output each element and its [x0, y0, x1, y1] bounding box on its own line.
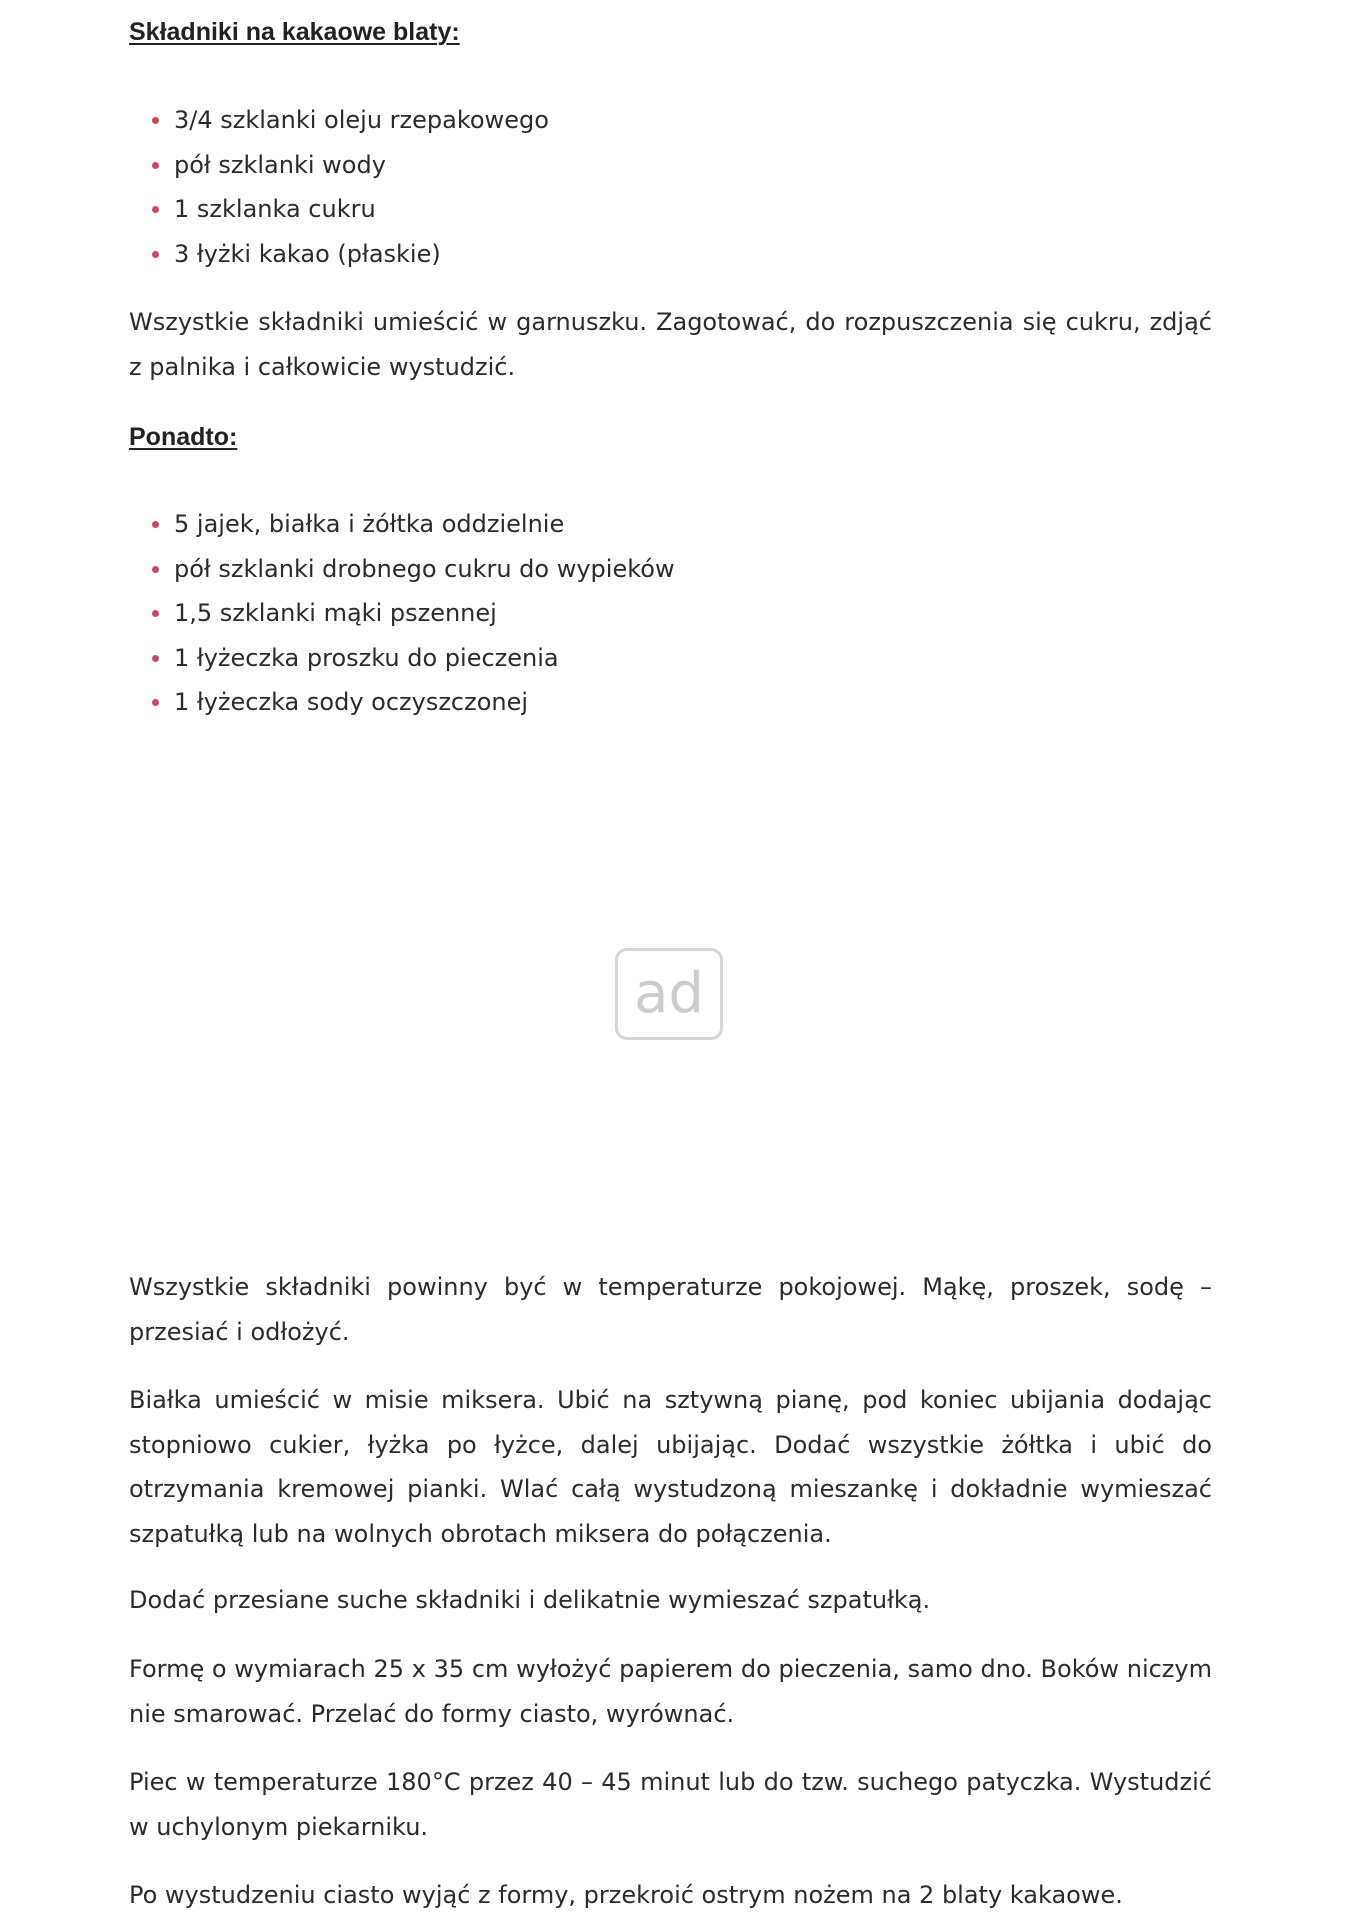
list-item [129, 547, 675, 592]
list-item [129, 98, 549, 143]
cocoa-instructions: Wszystkie składniki umieścić w garnuszku. Zagotować, do rozpuszczenia się cukru, zdjąć z palnika i całkowicie wystudzić. [129, 308, 1212, 381]
list-item [129, 232, 549, 277]
ingredient-text: pół szklanki wody [174, 150, 386, 179]
ingredient-text: 1 szklanka cukru [174, 195, 376, 223]
extra-ingredients-list [129, 502, 675, 725]
list-item [129, 591, 675, 636]
step-paragraph: Formę o wymiarach 25 x 35 cm wyłożyć papierem do pieczenia, samo dno. Boków niczym nie smarować. Przelać do formy ciasto, wyrównać. [129, 1655, 1212, 1728]
extra-ingredients-heading: Ponadto: [129, 423, 238, 451]
bullet-icon [152, 206, 159, 213]
bullet-icon [152, 162, 159, 169]
ad-label: ad [634, 961, 704, 1026]
ingredient-text: 3/4 szklanki oleju rzepakowego [174, 106, 549, 134]
ingredient-text: 1 łyżeczka proszku do pieczenia [174, 643, 559, 672]
bullet-icon [152, 251, 159, 258]
step-paragraph: Dodać przesiane suche składniki i delikatnie wymieszać szpatułką. [129, 1586, 931, 1614]
step-paragraph: Piec w temperaturze 180°C przez 40 – 45 minut lub do tzw. suchego patyczka. Wystudzić w uchylonym piekarniku. [129, 1768, 1212, 1841]
list-item [129, 187, 549, 232]
cocoa-ingredients-list [129, 98, 549, 276]
bullet-icon [152, 699, 159, 706]
bullet-icon [152, 655, 159, 662]
list-item [129, 502, 675, 547]
cocoa-layers-heading: Składniki na kakaowe blaty: [129, 18, 460, 46]
ingredient-text: 1,5 szklanki mąki pszennej [174, 599, 497, 627]
step-paragraph: Wszystkie składniki powinny być w temperaturze pokojowej. Mąkę, proszek, sodę – przesiać i odłożyć. [129, 1273, 1212, 1346]
list-item [129, 680, 675, 725]
ingredient-text: 5 jajek, białka i żółtka oddzielnie [174, 510, 565, 538]
list-item [129, 636, 675, 681]
list-item [129, 143, 549, 188]
step-paragraph: Białka umieścić w misie miksera. Ubić na sztywną pianę, pod koniec ubijania dodając stopniowo cukier, łyżka po łyżce, dalej ubijając. Dodać wszystkie żółtka i ubić do otrzymania kremowej pianki. Wlać całą wystudzoną mieszankę i dokładnie wymieszać szpatułką lub na wolnych obrotach miksera do połączenia. [129, 1386, 1212, 1548]
bullet-icon [152, 566, 159, 573]
bullet-icon [152, 521, 159, 528]
ingredient-text: 3 łyżki kakao (płaskie) [174, 239, 441, 268]
ingredient-text: 1 łyżeczka sody oczyszczonej [174, 688, 529, 716]
bullet-icon [152, 117, 159, 124]
ingredient-text: pół szklanki drobnego cukru do wypieków [174, 554, 675, 583]
bullet-icon [152, 610, 159, 617]
step-paragraph: Po wystudzeniu ciasto wyjąć z formy, przekroić ostrym nożem na 2 blaty kakaowe. [129, 1881, 1123, 1909]
ad-placeholder[interactable] [615, 948, 723, 1040]
